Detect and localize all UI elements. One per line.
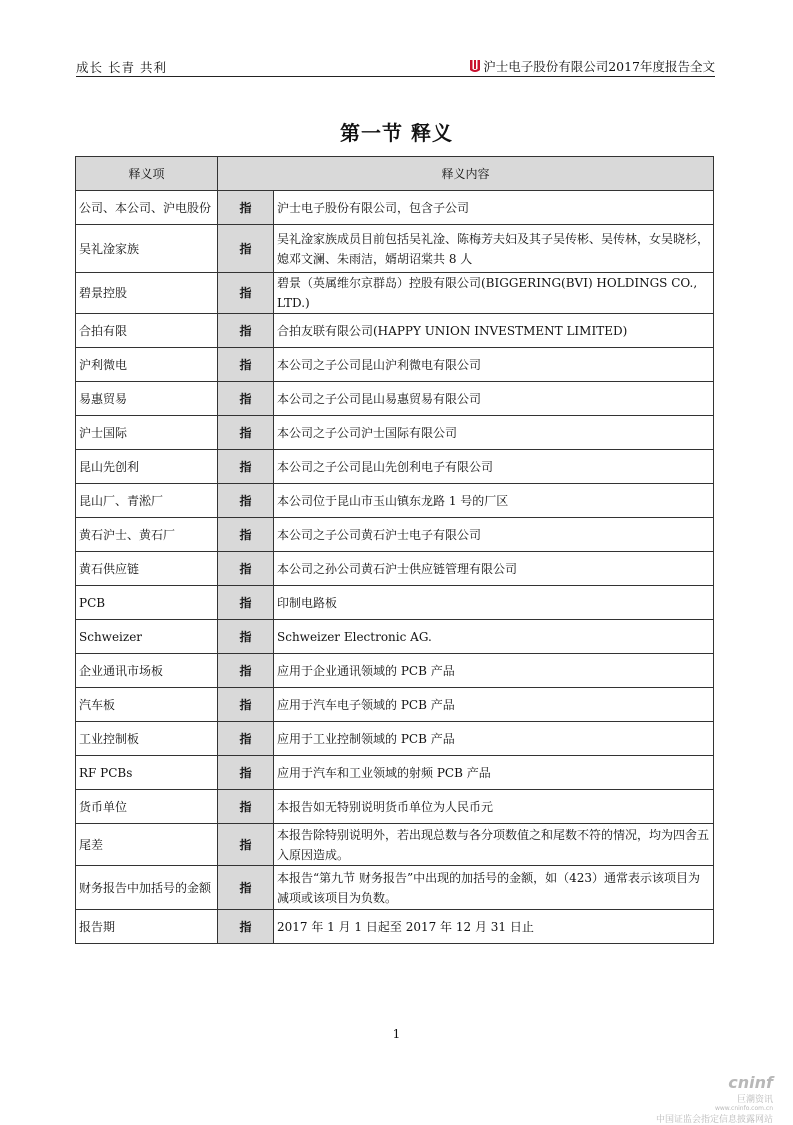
- term-cell: 沪利微电: [76, 348, 218, 382]
- definition-cell: 本公司之子公司沪士国际有限公司: [274, 416, 714, 450]
- definition-cell: 应用于汽车电子领域的 PCB 产品: [274, 688, 714, 722]
- header-company-title: [469, 57, 715, 75]
- indicator-cell: 指: [218, 586, 274, 620]
- definition-cell: 应用于企业通讯领域的 PCB 产品: [274, 654, 714, 688]
- indicator-cell: 指: [218, 790, 274, 824]
- indicator-cell: 指: [218, 382, 274, 416]
- table-row: [76, 654, 714, 688]
- table-row: [76, 620, 714, 654]
- term-cell: 昆山厂、青淞厂: [76, 484, 218, 518]
- table-row: [76, 756, 714, 790]
- term-cell: 货币单位: [76, 790, 218, 824]
- term-cell: 黄石供应链: [76, 552, 218, 586]
- term-cell: 碧景控股: [76, 273, 218, 314]
- term-cell: 汽车板: [76, 688, 218, 722]
- table-row: [76, 518, 714, 552]
- watermark-cn: 巨潮资讯: [736, 1095, 773, 1105]
- definition-cell: 印制电路板: [274, 586, 714, 620]
- indicator-cell: 指: [218, 654, 274, 688]
- definition-cell: Schweizer Electronic AG.: [274, 620, 714, 654]
- watermark-sub: 中国证监会指定信息披露网站: [655, 1115, 773, 1125]
- header-divider: [76, 76, 715, 77]
- term-cell: 财务报告中加括号的金额: [76, 866, 218, 910]
- definition-cell: 2017 年 1 月 1 日起至 2017 年 12 月 31 日止: [274, 910, 714, 944]
- definition-cell: 合拍友联有限公司(HAPPY UNION INVESTMENT LIMITED): [274, 314, 714, 348]
- table-header-row: [76, 157, 714, 191]
- definition-cell: 本公司位于昆山市玉山镇东龙路 1 号的厂区: [274, 484, 714, 518]
- definition-cell: 碧景（英属维尔京群岛）控股有限公司(BIGGERING(BVI) HOLDINGS CO., LTD.): [274, 273, 714, 314]
- table-row: [76, 910, 714, 944]
- watermark-brand: cninf: [728, 1073, 773, 1092]
- definitions-table: [75, 156, 714, 944]
- table-row: [76, 722, 714, 756]
- header-report-title: 沪士电子股份有限公司2017年度报告全文: [483, 59, 715, 74]
- indicator-cell: 指: [218, 756, 274, 790]
- cninfo-watermark: [656, 1073, 773, 1125]
- term-cell: 昆山先创利: [76, 450, 218, 484]
- definition-cell: 本报告如无特别说明货币单位为人民币元: [274, 790, 714, 824]
- term-cell: 企业通讯市场板: [76, 654, 218, 688]
- page-title: 第一节 释义: [340, 121, 453, 145]
- table-row: [76, 416, 714, 450]
- indicator-cell: 指: [218, 722, 274, 756]
- term-cell: 黄石沪士、黄石厂: [76, 518, 218, 552]
- definition-cell: 本报告除特别说明外，若出现总数与各分项数值之和尾数不符的情况，均为四舍五入原因造成。: [274, 824, 714, 866]
- column-header-definition: 释义内容: [218, 157, 714, 191]
- indicator-cell: 指: [218, 348, 274, 382]
- table-row: [76, 790, 714, 824]
- indicator-cell: 指: [218, 620, 274, 654]
- term-cell: 吴礼淦家族: [76, 225, 218, 273]
- term-cell: 尾差: [76, 824, 218, 866]
- definition-cell: 应用于工业控制领域的 PCB 产品: [274, 722, 714, 756]
- indicator-cell: 指: [218, 910, 274, 944]
- term-cell: 沪士国际: [76, 416, 218, 450]
- definition-cell: 应用于汽车和工业领域的射频 PCB 产品: [274, 756, 714, 790]
- table-row: [76, 191, 714, 225]
- term-cell: PCB: [76, 586, 218, 620]
- page-number: 1: [392, 1027, 401, 1041]
- indicator-cell: 指: [218, 518, 274, 552]
- table-row: [76, 450, 714, 484]
- indicator-cell: 指: [218, 225, 274, 273]
- definition-cell: 吴礼淦家族成员目前包括吴礼淦、陈梅芳夫妇及其子吴传彬、吴传林，女吴晓杉，媳邓文澜、朱雨洁，婿胡诏棠共 8 人: [274, 225, 714, 273]
- table-row: [76, 552, 714, 586]
- term-cell: RF PCBs: [76, 756, 218, 790]
- term-cell: 合拍有限: [76, 314, 218, 348]
- indicator-cell: 指: [218, 552, 274, 586]
- table-row: [76, 273, 714, 314]
- definition-cell: 本公司之子公司昆山沪利微电有限公司: [274, 348, 714, 382]
- table-row: [76, 484, 714, 518]
- table-row: [76, 688, 714, 722]
- indicator-cell: 指: [218, 314, 274, 348]
- definition-cell: 沪士电子股份有限公司，包含子公司: [274, 191, 714, 225]
- term-cell: 工业控制板: [76, 722, 218, 756]
- definition-cell: 本公司之子公司昆山先创利电子有限公司: [274, 450, 714, 484]
- definition-cell: 本报告“第九节 财务报告”中出现的加括号的金额，如（423）通常表示该项目为减项或该项目为负数。: [274, 866, 714, 910]
- column-header-term: 释义项: [76, 157, 218, 191]
- term-cell: 易惠贸易: [76, 382, 218, 416]
- table-row: [76, 586, 714, 620]
- definition-cell: 本公司之孙公司黄石沪士供应链管理有限公司: [274, 552, 714, 586]
- table-row: [76, 348, 714, 382]
- term-cell: Schweizer: [76, 620, 218, 654]
- watermark-url: www.cninfo.com.cn: [714, 1105, 773, 1112]
- definition-cell: 本公司之子公司黄石沪士电子有限公司: [274, 518, 714, 552]
- indicator-cell: 指: [218, 450, 274, 484]
- table-row: [76, 314, 714, 348]
- indicator-cell: 指: [218, 824, 274, 866]
- term-cell: 报告期: [76, 910, 218, 944]
- table-row: [76, 824, 714, 866]
- indicator-cell: 指: [218, 273, 274, 314]
- indicator-cell: 指: [218, 484, 274, 518]
- table-row: [76, 225, 714, 273]
- term-cell: 公司、本公司、沪电股份: [76, 191, 218, 225]
- indicator-cell: 指: [218, 416, 274, 450]
- indicator-cell: 指: [218, 191, 274, 225]
- table-row: [76, 382, 714, 416]
- definition-cell: 本公司之子公司昆山易惠贸易有限公司: [274, 382, 714, 416]
- indicator-cell: 指: [218, 688, 274, 722]
- indicator-cell: 指: [218, 866, 274, 910]
- company-logo-icon: [469, 59, 481, 73]
- header-slogan: 成长 长青 共利: [76, 60, 167, 75]
- table-row: [76, 866, 714, 910]
